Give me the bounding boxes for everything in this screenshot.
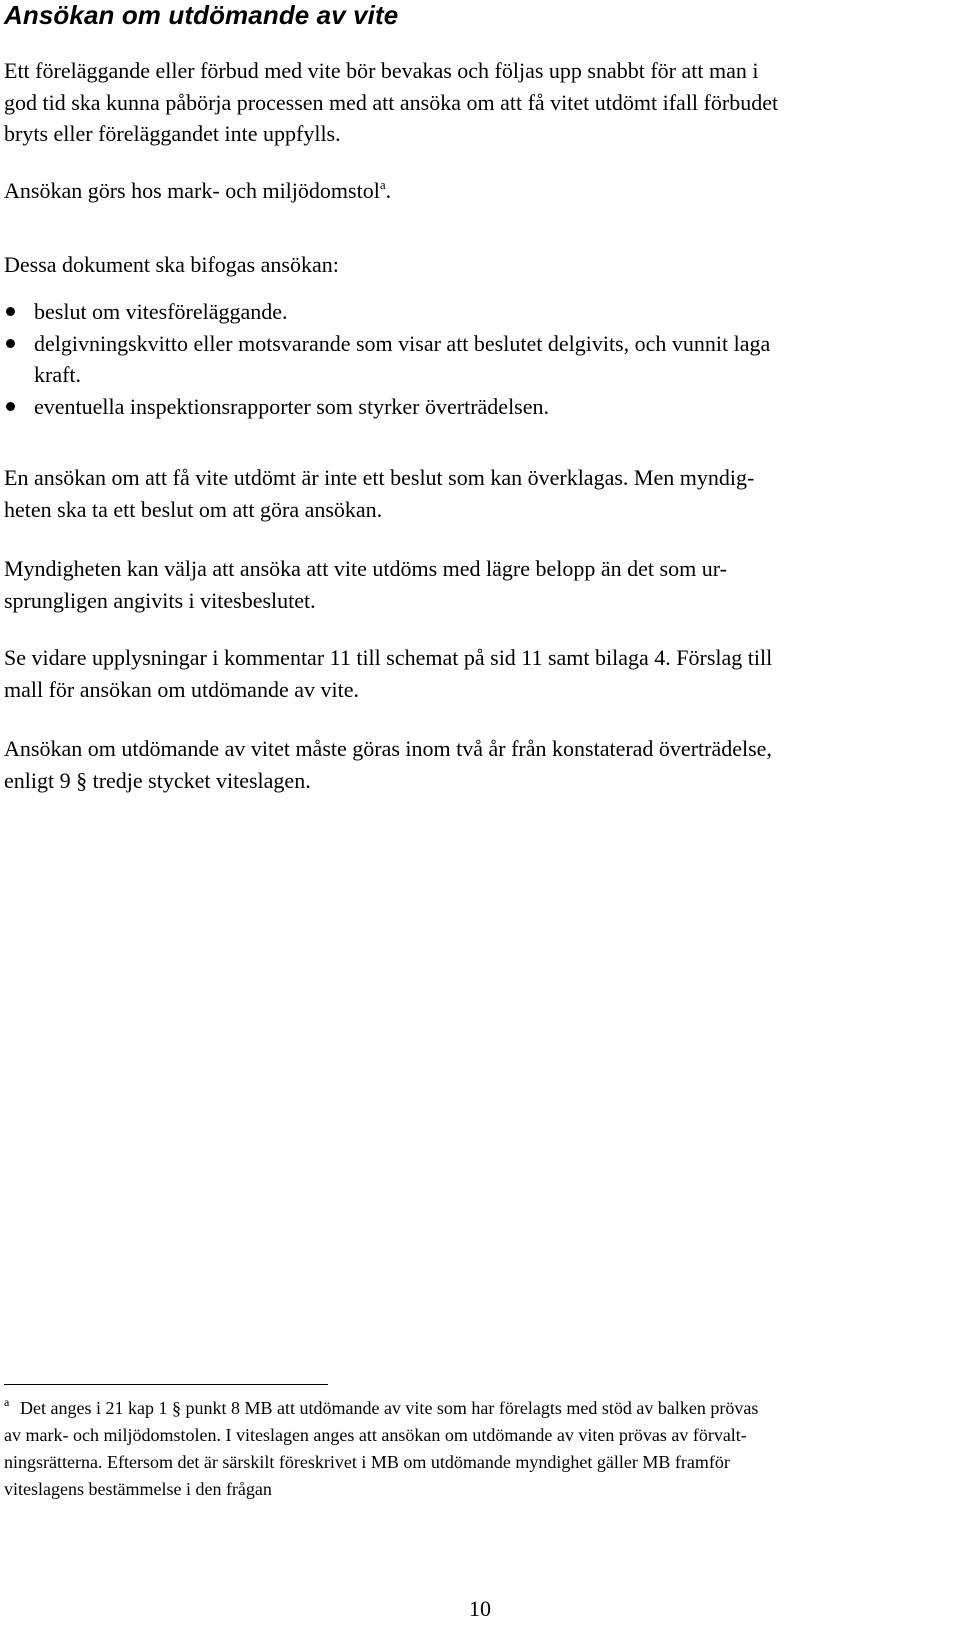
footnote xyxy=(4,1395,956,1503)
appeal-paragraph xyxy=(4,462,956,525)
court-paragraph xyxy=(4,175,956,207)
list-item xyxy=(0,328,960,391)
page-number: 10 xyxy=(469,1596,491,1621)
list-item-text: kraft. xyxy=(34,362,82,387)
list-item-text: beslut om vitesföreläggande. xyxy=(34,299,288,324)
paragraph-line: mall för ansökan om utdömande av vite. xyxy=(4,676,359,702)
footnote-line: av mark- och miljödomstolen. I viteslagen anges att ansökan om utdömande av viten prövas av förvalt- xyxy=(4,1425,747,1445)
paragraph-line: Ansökan om utdömande av vitet måste göras inom två år från konstaterad överträdelse, xyxy=(4,736,772,761)
footnote-text: Det anges i 21 kap 1 § punkt 8 MB att utdömande av vite som har förelagts med stöd av balken prövas xyxy=(20,1398,759,1418)
list-item-text: eventuella inspektionsrapporter som styrker överträdelsen. xyxy=(34,393,550,419)
paragraph-line: Myndigheten kan välja att ansöka att vite utdöms med lägre belopp än det som ur- xyxy=(4,556,727,581)
attachments-list xyxy=(0,296,960,422)
deadline-paragraph xyxy=(4,733,956,796)
intro-paragraph xyxy=(4,55,956,150)
list-item xyxy=(0,296,960,328)
footnote-line: a Det anges i 21 kap 1 § punkt 8 MB att utdömande av vite som har förelagts med stöd av balken prövas xyxy=(4,1395,759,1418)
paragraph-line: sprungligen angivits i vitesbeslutet. xyxy=(4,587,316,613)
intro-line: bryts eller föreläggandet inte uppfylls. xyxy=(4,121,341,146)
intro-line: god tid ska kunna påbörja processen med att ansöka om att få vitet utdömt ifall förbudet xyxy=(4,89,779,115)
paragraph-line: enligt 9 § tredje stycket viteslagen. xyxy=(4,767,311,793)
court-text: Ansökan görs hos mark- och miljödomstol xyxy=(4,178,380,203)
lower-amount-paragraph xyxy=(4,553,956,616)
court-text-end: . xyxy=(385,178,392,203)
further-info-paragraph xyxy=(4,642,956,705)
paragraph-line: heten ska ta ett beslut om att göra ansökan. xyxy=(4,496,383,522)
paragraph-line: En ansökan om att få vite utdömt är inte ett beslut som kan överklagas. Men myndig- xyxy=(4,465,755,490)
intro-line: Ett föreläggande eller förbud med vite bör bevakas och följas upp snabbt för att man i xyxy=(4,58,759,83)
bullet-icon xyxy=(6,339,15,348)
page-title: Ansökan om utdömande av vite xyxy=(4,0,399,30)
paragraph-line: Se vidare upplysningar i kommentar 11 till schemat på sid 11 samt bilaga 4. Förslag till xyxy=(4,645,773,670)
footnote-separator xyxy=(4,1384,328,1385)
bullet-icon xyxy=(6,402,15,411)
attachments-intro: Dessa dokument ska bifogas ansökan: xyxy=(4,252,339,277)
list-item xyxy=(0,391,960,423)
footnote-line: ningsrätterna. Eftersom det är särskilt föreskrivet i MB om utdömande myndighet gäller MB framför xyxy=(4,1452,730,1472)
list-item-text: delgivningskvitto eller motsvarande som visar att beslutet delgivits, och vunnit laga xyxy=(34,330,771,356)
footnote-line: viteslagens bestämmelse i den frågan xyxy=(4,1479,272,1499)
footnote-reference[interactable]: a xyxy=(379,177,386,192)
bullet-icon xyxy=(6,307,15,316)
